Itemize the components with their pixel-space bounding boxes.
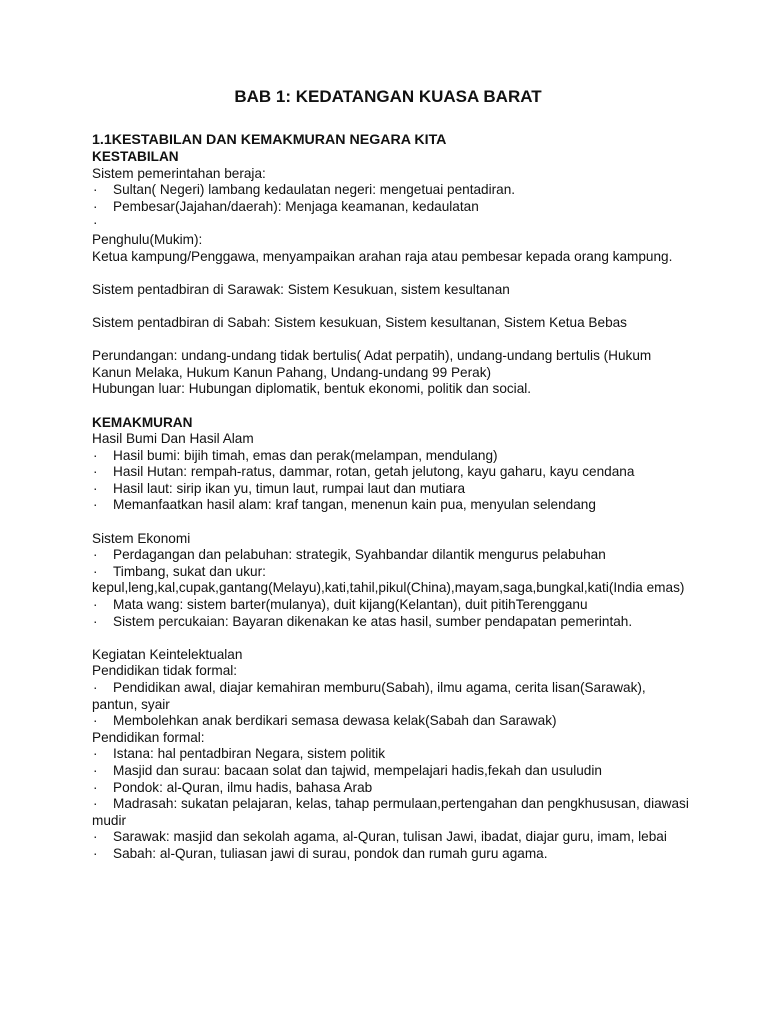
list-item-text: Masjid dan surau: bacaan solat dan tajwid, mempelajari hadis,fekah dan usuludin xyxy=(113,762,602,778)
list-item xyxy=(92,780,692,797)
bullet-icon: · xyxy=(93,182,98,198)
list-item xyxy=(92,564,692,581)
bullet-icon: · xyxy=(93,829,98,845)
bullet-icon: · xyxy=(93,198,98,214)
hubungan-luar-text: Hubungan luar: Hubungan diplomatik, bentuk ekonomi, politik dan social. xyxy=(92,381,532,397)
list-item-text: Mata wang: sistem barter(mulanya), duit kijang(Kelantan), duit pitihTerengganu xyxy=(113,597,588,613)
list-item-text: Sabah: al-Quran, tuliasan jawi di surau, pondok dan rumah guru agama. xyxy=(113,845,548,861)
ketua-kampung-text: Ketua kampung/Penggawa, menyampaikan arahan raja atau pembesar kepada orang kampung. xyxy=(92,248,673,264)
kestabilan-heading: KESTABILAN xyxy=(92,149,179,164)
list-item xyxy=(92,713,692,730)
bullet-icon: · xyxy=(93,464,98,480)
list-item xyxy=(92,464,692,481)
list-item-text: Memanfaatkan hasil alam: kraf tangan, menenun kain pua, menyulan selendang xyxy=(113,497,596,513)
list-item xyxy=(92,746,692,763)
bullet-icon: · xyxy=(93,480,98,496)
bullet-icon: · xyxy=(93,597,98,613)
bullet-icon: · xyxy=(93,497,98,513)
hasil-heading: Hasil Bumi Dan Hasil Alam xyxy=(92,431,254,447)
list-item xyxy=(92,448,692,465)
bullet-icon: · xyxy=(93,215,98,231)
list-item xyxy=(92,497,692,514)
perundangan-text: Perundangan: undang-undang tidak bertulis( Adat perpatih), undang-undang bertulis (Hukum Kanun Melaka, Hukum Kanun Pahang, Undang-undang 99 Perak) xyxy=(92,348,652,380)
sabah-text: Sistem pentadbiran di Sabah: Sistem kesukuan, Sistem kesultanan, Sistem Ketua Bebas xyxy=(92,314,627,330)
list-item xyxy=(92,796,692,829)
list-item-text: Istana: hal pentadbiran Negara, sistem politik xyxy=(113,746,386,762)
list-item xyxy=(92,547,692,564)
sistem-pemerintahan-text: Sistem pemerintahan beraja: xyxy=(92,165,266,181)
bullet-icon: · xyxy=(93,779,98,795)
sarawak-text: Sistem pentadbiran di Sarawak: Sistem Kesukuan, sistem kesultanan xyxy=(92,281,510,297)
list-item-text: Perdagangan dan pelabuhan: strategik, Syahbandar dilantik mengurus pelabuhan xyxy=(113,547,606,563)
bullet-icon: · xyxy=(93,746,98,762)
document-body xyxy=(92,132,692,863)
list-item-text: Hasil laut: sirip ikan yu, timun laut, rumpai laut dan mutiara xyxy=(113,480,466,496)
tidak-formal-heading: Pendidikan tidak formal: xyxy=(92,663,238,679)
list-item xyxy=(92,680,692,713)
bullet-icon: · xyxy=(93,762,98,778)
list-item-text: Pembesar(Jajahan/daerah): Menjaga keamanan, kedaulatan xyxy=(113,198,479,214)
list-item-text: Pondok: al-Quran, ilmu hadis, bahasa Arab xyxy=(113,779,373,795)
list-item-text: Madrasah: sukatan pelajaran, kelas, tahap permulaan,pertengahan dan pengkhususan, diawasi mudir xyxy=(92,796,689,828)
list-item-text: Sarawak: masjid dan sekolah agama, al-Quran, tulisan Jawi, ibadat, diajar guru, imam, lebai xyxy=(113,829,667,845)
list-item xyxy=(92,597,692,614)
list-item xyxy=(92,614,692,631)
list-item-text: Timbang, sukat dan ukur: xyxy=(113,563,266,579)
list-item-text: Membolehkan anak berdikari semasa dewasa kelak(Sabah dan Sarawak) xyxy=(113,713,557,729)
bullet-icon: · xyxy=(93,613,98,629)
document-title: BAB 1: KEDATANGAN KUASA BARAT xyxy=(234,87,542,106)
bullet-icon: · xyxy=(93,563,98,579)
list-item xyxy=(92,846,692,863)
section-heading: 1.1KESTABILAN DAN KEMAKMURAN NEGARA KITA xyxy=(92,132,447,148)
list-item-text: Pendidikan awal, diajar kemahiran memburu(Sabah), ilmu agama, cerita lisan(Sarawak), pantun, syair xyxy=(92,680,646,712)
bullet-icon: · xyxy=(93,796,98,812)
list-item xyxy=(92,182,692,199)
bullet-icon: · xyxy=(93,547,98,563)
formal-heading: Pendidikan formal: xyxy=(92,729,205,745)
bullet-icon: · xyxy=(93,447,98,463)
list-item xyxy=(92,829,692,846)
intelektual-heading: Kegiatan Keintelektualan xyxy=(92,646,243,662)
list-item xyxy=(92,481,692,498)
list-item-text: Hasil bumi: bijih timah, emas dan perak(melampan, mendulang) xyxy=(113,447,498,463)
list-item-text: Sistem percukaian: Bayaran dikenakan ke atas hasil, sumber pendapatan pemerintah. xyxy=(113,613,633,629)
list-item xyxy=(92,215,692,232)
bullet-icon: · xyxy=(93,713,98,729)
list-item xyxy=(92,763,692,780)
ekonomi-heading: Sistem Ekonomi xyxy=(92,530,191,546)
kemakmuran-heading: KEMAKMURAN xyxy=(92,414,193,430)
list-item-text: Hasil Hutan: rempah-ratus, dammar, rotan, getah jelutong, kayu gaharu, kayu cendana xyxy=(113,464,635,480)
bullet-icon: · xyxy=(93,845,98,861)
bullet-icon: · xyxy=(93,680,98,695)
list-item-text: Sultan( Negeri) lambang kedaulatan negeri: mengetuai pentadiran. xyxy=(113,182,516,198)
ukur-units-text: kepul,leng,kal,cupak,gantang(Melayu),kati,tahil,pikul(China),mayam,saga,bungkal,kati(India emas) xyxy=(92,580,685,596)
penghulu-text: Penghulu(Mukim): xyxy=(92,231,203,247)
list-item xyxy=(92,199,692,216)
